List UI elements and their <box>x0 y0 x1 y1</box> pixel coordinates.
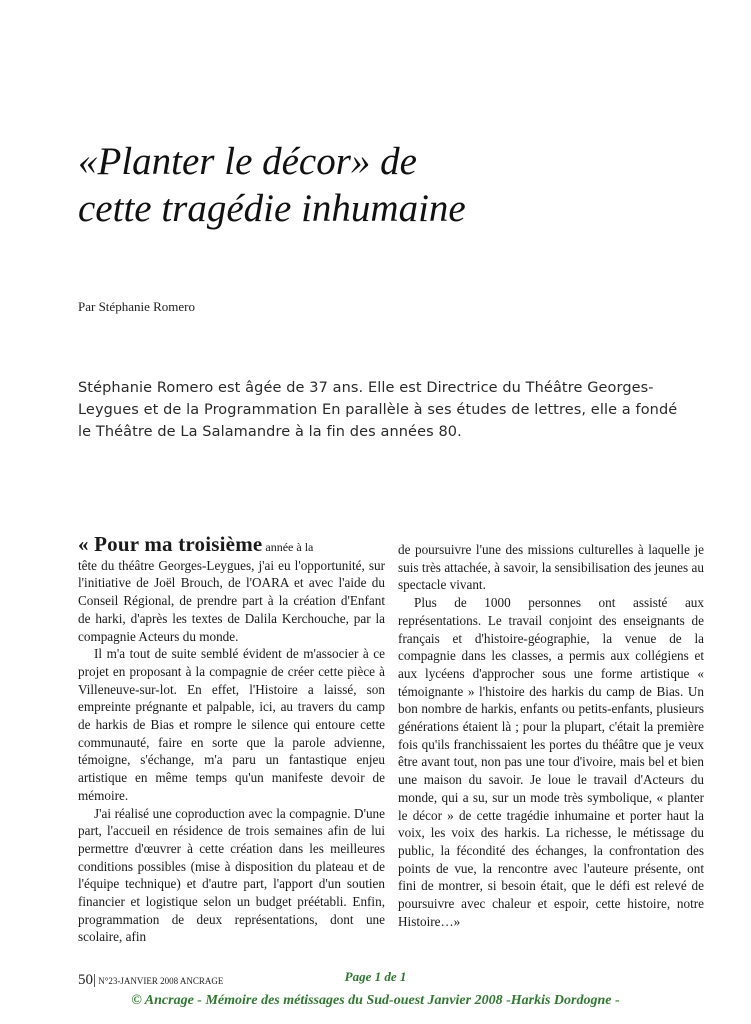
lead-line <box>78 532 385 557</box>
byline: Par Stéphanie Romero <box>78 299 195 314</box>
right-paragraph-1: de poursuivre l'une des missions culturelles à laquelle je suis très attachée, à savoir, la sensibilisation des jeunes au spectacle vivant. <box>398 542 704 593</box>
issue-label: N°23-JANVIER 2008 ANCRAGE <box>98 976 224 986</box>
intro-line-3: le Théâtre de La Salamandre à la fin des années 80. <box>78 424 462 440</box>
title-line-2: cette tragédie inhumaine <box>78 187 466 230</box>
intro-line-2: Leygues et de la Programmation En parallèle à ses études de lettres, elle a fondé <box>78 402 678 418</box>
left-paragraph-3: J'ai réalisé une coproduction avec la compagnie. D'une part, l'accueil en résidence de trois semaines afin de lui permettre d'œuvrer à cette création dans les meilleures conditions possibles (mise à disposition du plateau et de l'équipe technique) et d'autre part, l'apport d'un soutien financier et logistique selon un budget préétabli. Enfin, programmation de deux représentations, dont une scolaire, afin <box>78 805 385 945</box>
left-column <box>78 532 385 946</box>
lead-rest: année à la <box>262 540 314 554</box>
intro-line-1: Stéphanie Romero est âgée de 37 ans. Elle est Directrice du Théâtre Georges- <box>78 380 654 396</box>
article-title <box>78 138 678 232</box>
page-number: 50| <box>78 972 97 988</box>
title-line-1: «Planter le décor» de <box>78 140 417 183</box>
right-paragraph-2: Plus de 1000 personnes ont assisté aux représentations. Le travail conjoint des enseignants de français et d'histoire-géographie, la venue de la compagnie dans les classes, a permis aux collégiens et aux lycéens d'approcher sous une forme artistique « témoignante » l'histoire des harkis du camp de Bias. Un bon nombre de harkis, enfants ou petits-enfants, plusieurs générations étaient là ; pour la plupart, c'était la première fois qu'ils franchissaient les portes du théâtre que je veux être avant tout, non pas une tour d'ivoire, mais bel et bien une maison du savoir. Je loue le travail d'Acteurs du monde, qui a su, sur un mode très symbolique, « planter le décor » de cette tragédie inhumaine et porter haut la voix, les voix des harkis. La richesse, le métissage du public, la fécondité des échanges, la confrontation des points de vue, la rencontre avec l'auteure présente, ont fini de montrer, si besoin était, que le défi est relevé de poursuivre avec chaleur et espoir, cette histoire, notre Histoire…» <box>398 595 704 929</box>
right-column <box>398 541 704 930</box>
lead-quote: « Pour ma troisième <box>78 532 263 556</box>
page-of-label: Page 1 de 1 <box>344 969 407 984</box>
copyright-line: © Ancrage - Mémoire des métissages du Sud-ouest Janvier 2008 -Harkis Dordogne - <box>131 993 620 1008</box>
intro-paragraph <box>78 377 678 443</box>
left-paragraph-1: tête du théâtre Georges-Leygues, j'ai eu l'opportunité, sur l'initiative de Joël Brouch, de l'OARA et avec l'aide du Conseil Régional, de prendre part à la création d'Enfant de harki, d'après les textes de Dalila Kerchouche, par la compagnie Acteurs du monde. <box>78 557 385 644</box>
left-paragraph-2: Il m'a tout de suite semblé évident de m'associer à ce projet en proposant à la compagnie de créer cette pièce à Villeneuve-sur-lot. En effet, l'Histoire a laissé, son empreinte prégnante et palpable, ici, au travers du camp de harkis de Bias et rompre le silence qui entoure cette communauté, faire en sorte que la parole advienne, témoigne, s'échange, m'a paru un fantastique enjeu artistique en même temps qu'un manifeste devoir de mémoire. <box>78 646 385 803</box>
